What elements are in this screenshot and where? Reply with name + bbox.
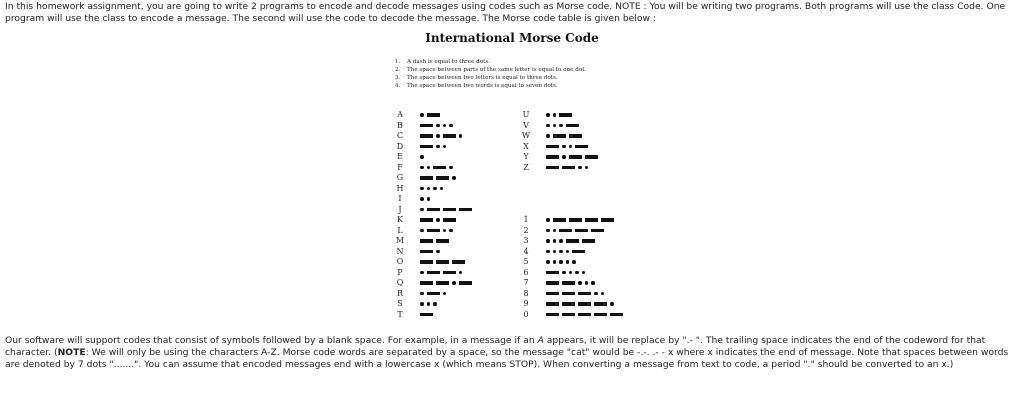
morse-symbols bbox=[420, 238, 449, 244]
morse-dot bbox=[449, 229, 453, 233]
rule-text: The space between parts of the same letter is equal to one dot. bbox=[407, 67, 587, 73]
morse-dash bbox=[569, 155, 582, 159]
morse-dash bbox=[443, 208, 456, 212]
morse-character: 0 bbox=[523, 309, 529, 319]
morse-symbols bbox=[420, 196, 430, 202]
morse-dot bbox=[443, 145, 447, 149]
morse-dot bbox=[553, 239, 557, 243]
morse-symbols bbox=[420, 186, 443, 192]
morse-character: U bbox=[522, 110, 530, 119]
morse-dash bbox=[546, 271, 559, 275]
morse-dash bbox=[433, 166, 446, 170]
morse-dash bbox=[443, 271, 456, 275]
rule-item bbox=[395, 74, 586, 82]
morse-character: R bbox=[396, 288, 404, 298]
morse-dash bbox=[562, 302, 575, 306]
outro-text-1: Our software will support codes that consist of symbols followed by a blank space. For example, in a message if an bbox=[5, 335, 538, 346]
morse-dot bbox=[452, 176, 456, 180]
morse-dash bbox=[459, 281, 472, 285]
morse-dash bbox=[420, 124, 433, 128]
morse-character: X bbox=[523, 141, 529, 151]
morse-symbols bbox=[420, 217, 456, 223]
morse-dot bbox=[443, 292, 447, 296]
morse-character: 4 bbox=[523, 246, 529, 256]
morse-character: 9 bbox=[523, 299, 529, 308]
morse-dot bbox=[610, 302, 614, 306]
morse-dash bbox=[546, 145, 559, 149]
morse-symbols bbox=[546, 112, 572, 118]
morse-dot bbox=[546, 124, 550, 128]
morse-symbols bbox=[546, 123, 579, 129]
morse-symbols bbox=[546, 259, 576, 265]
morse-dot bbox=[546, 218, 550, 222]
morse-dash bbox=[420, 313, 433, 317]
morse-dot bbox=[601, 292, 605, 296]
morse-character: 1 bbox=[523, 215, 529, 224]
morse-dot bbox=[553, 124, 557, 128]
outro-paragraph bbox=[5, 335, 1017, 370]
morse-symbols bbox=[420, 144, 446, 150]
morse-symbols bbox=[546, 280, 595, 286]
morse-character: G bbox=[396, 173, 404, 182]
morse-dot bbox=[594, 292, 598, 296]
morse-dot bbox=[585, 281, 589, 285]
morse-dot bbox=[443, 124, 447, 128]
morse-dash bbox=[601, 218, 614, 222]
rule-text: A dash is equal to three dots. bbox=[407, 59, 490, 65]
morse-dot bbox=[420, 302, 424, 306]
morse-dash bbox=[443, 134, 456, 138]
outro-text-2: appears, it will be replace by ".- ". The trailing space indicates the end of the codeword for that character. ( bbox=[5, 335, 986, 358]
morse-dash bbox=[566, 239, 579, 243]
morse-dot bbox=[575, 271, 579, 275]
morse-character: J bbox=[398, 204, 402, 214]
morse-character: W bbox=[521, 131, 531, 140]
morse-dot bbox=[427, 197, 431, 201]
note-label: NOTE bbox=[57, 346, 86, 358]
morse-dot bbox=[569, 145, 573, 149]
morse-dot bbox=[420, 166, 424, 170]
morse-dash bbox=[420, 250, 433, 254]
morse-character: 8 bbox=[523, 288, 529, 298]
morse-dot bbox=[436, 134, 440, 138]
morse-dash bbox=[420, 145, 433, 149]
morse-character: 5 bbox=[523, 257, 529, 266]
morse-symbols bbox=[420, 133, 462, 139]
morse-character: F bbox=[397, 162, 403, 172]
morse-dash bbox=[443, 218, 456, 222]
morse-symbols bbox=[546, 249, 585, 255]
morse-symbols bbox=[546, 291, 604, 297]
morse-character: S bbox=[397, 299, 403, 308]
rule-text: The space between two letters is equal to three dots. bbox=[407, 75, 558, 81]
rule-item bbox=[395, 66, 586, 74]
morse-dot bbox=[420, 197, 424, 201]
morse-dash bbox=[452, 260, 465, 264]
morse-dot bbox=[553, 260, 557, 264]
morse-dash bbox=[459, 208, 472, 212]
rule-item bbox=[395, 58, 586, 66]
morse-dot bbox=[440, 187, 444, 191]
morse-dot bbox=[420, 208, 424, 212]
morse-symbols bbox=[420, 207, 472, 213]
morse-symbols bbox=[420, 154, 424, 160]
morse-dash bbox=[546, 166, 559, 170]
morse-symbols bbox=[420, 249, 440, 255]
morse-dot bbox=[546, 250, 550, 254]
morse-symbols bbox=[420, 123, 453, 129]
morse-dash bbox=[420, 260, 433, 264]
morse-symbols bbox=[546, 217, 614, 223]
morse-dot bbox=[559, 250, 563, 254]
morse-dot bbox=[562, 271, 566, 275]
morse-dot bbox=[420, 187, 424, 191]
morse-dash bbox=[610, 313, 623, 317]
morse-dash bbox=[594, 302, 607, 306]
morse-dot bbox=[566, 260, 570, 264]
morse-dash bbox=[436, 260, 449, 264]
morse-character: B bbox=[397, 120, 403, 130]
morse-dot bbox=[420, 113, 424, 117]
rule-text: The space between two words is equal to seven dots. bbox=[407, 83, 558, 89]
morse-symbols bbox=[546, 228, 604, 234]
morse-dash bbox=[553, 134, 566, 138]
morse-symbols bbox=[420, 259, 465, 265]
morse-dash bbox=[427, 271, 440, 275]
morse-symbols bbox=[546, 133, 582, 139]
morse-character: 6 bbox=[523, 267, 529, 277]
morse-character: 7 bbox=[523, 278, 529, 287]
morse-dot bbox=[553, 229, 557, 233]
morse-dash bbox=[594, 313, 607, 317]
morse-dash bbox=[578, 302, 591, 306]
morse-dot bbox=[427, 302, 431, 306]
morse-symbols bbox=[420, 270, 462, 276]
morse-dot bbox=[420, 155, 424, 159]
morse-symbols bbox=[546, 312, 623, 318]
morse-dash bbox=[427, 229, 440, 233]
morse-dash bbox=[585, 218, 598, 222]
morse-character: V bbox=[523, 120, 529, 130]
morse-dash bbox=[562, 281, 575, 285]
morse-dot bbox=[433, 302, 437, 306]
morse-dash bbox=[546, 155, 559, 159]
morse-symbols bbox=[546, 238, 595, 244]
morse-dot bbox=[562, 155, 566, 159]
morse-symbols bbox=[546, 270, 585, 276]
morse-symbols bbox=[420, 175, 456, 181]
morse-dash bbox=[420, 239, 433, 243]
morse-dot bbox=[427, 187, 431, 191]
rule-number: 3. bbox=[395, 75, 401, 81]
morse-dash bbox=[569, 134, 582, 138]
morse-dash bbox=[427, 113, 440, 117]
morse-symbols bbox=[420, 280, 472, 286]
morse-dot bbox=[553, 113, 557, 117]
morse-dot bbox=[572, 260, 576, 264]
morse-rules-list bbox=[395, 58, 586, 90]
morse-dot bbox=[436, 124, 440, 128]
morse-dash bbox=[569, 218, 582, 222]
morse-symbols bbox=[420, 301, 437, 307]
morse-symbols bbox=[420, 291, 446, 297]
morse-dash bbox=[546, 313, 559, 317]
morse-dash bbox=[559, 229, 572, 233]
morse-dot bbox=[459, 271, 463, 275]
morse-dash bbox=[578, 313, 591, 317]
rule-number: 4. bbox=[395, 83, 401, 89]
morse-dot bbox=[436, 145, 440, 149]
morse-dash bbox=[575, 145, 588, 149]
morse-dash bbox=[591, 229, 604, 233]
intro-paragraph: In this homework assignment, you are going to write 2 programs to encode and decode messages using codes such as Morse code. NOTE : You will be writing two programs. Both programs will use the class Code. One program will use the class to encode a message. The second will use the code to decode the message. The Morse code table is given below : bbox=[5, 1, 1006, 24]
morse-character: M bbox=[395, 236, 405, 245]
morse-dot bbox=[578, 281, 582, 285]
morse-dot bbox=[559, 124, 563, 128]
rule-number: 1. bbox=[395, 59, 401, 65]
morse-dot bbox=[436, 250, 440, 254]
morse-character: O bbox=[396, 257, 404, 266]
morse-dot bbox=[436, 218, 440, 222]
morse-symbols bbox=[420, 112, 440, 118]
morse-dot bbox=[443, 229, 447, 233]
morse-character: T bbox=[397, 309, 403, 319]
morse-dot bbox=[546, 260, 550, 264]
morse-dash bbox=[546, 302, 559, 306]
morse-dot bbox=[562, 145, 566, 149]
morse-character: A bbox=[397, 110, 403, 119]
rule-number: 2. bbox=[395, 67, 401, 73]
morse-symbols bbox=[546, 144, 588, 150]
morse-dash bbox=[562, 313, 575, 317]
morse-symbols bbox=[546, 154, 598, 160]
morse-dot bbox=[449, 124, 453, 128]
morse-dash bbox=[436, 281, 449, 285]
morse-character: K bbox=[397, 215, 403, 224]
morse-dash bbox=[572, 250, 585, 254]
morse-character: N bbox=[396, 246, 404, 256]
example-letter: A bbox=[537, 335, 544, 346]
morse-symbols bbox=[420, 165, 453, 171]
morse-symbols bbox=[546, 301, 614, 307]
morse-character: H bbox=[396, 183, 404, 193]
morse-dash bbox=[578, 292, 591, 296]
morse-dash bbox=[575, 229, 588, 233]
morse-dot bbox=[585, 166, 589, 170]
morse-dot bbox=[553, 250, 557, 254]
morse-dash bbox=[553, 218, 566, 222]
morse-dot bbox=[449, 166, 453, 170]
morse-character: Q bbox=[396, 278, 404, 287]
morse-character: Z bbox=[523, 162, 529, 172]
morse-dot bbox=[427, 166, 431, 170]
table-title: International Morse Code bbox=[425, 31, 599, 45]
morse-character: 2 bbox=[523, 225, 529, 235]
morse-dash bbox=[562, 166, 575, 170]
morse-character: I bbox=[398, 194, 402, 203]
morse-dot bbox=[433, 187, 437, 191]
morse-dash bbox=[420, 134, 433, 138]
morse-dash bbox=[562, 292, 575, 296]
morse-dash bbox=[582, 239, 595, 243]
morse-dot bbox=[559, 260, 563, 264]
morse-dash bbox=[420, 176, 433, 180]
morse-dot bbox=[420, 271, 424, 275]
morse-dot bbox=[420, 229, 424, 233]
morse-dash bbox=[427, 292, 440, 296]
rule-item bbox=[395, 82, 586, 90]
morse-dash bbox=[420, 218, 433, 222]
morse-dot bbox=[566, 250, 570, 254]
morse-dash bbox=[566, 124, 579, 128]
morse-dot bbox=[420, 292, 424, 296]
morse-symbols bbox=[546, 165, 588, 171]
morse-dot bbox=[559, 239, 563, 243]
morse-dot bbox=[546, 134, 550, 138]
morse-character: D bbox=[396, 141, 404, 151]
morse-character: C bbox=[396, 131, 404, 140]
morse-dot bbox=[546, 239, 550, 243]
morse-character: 3 bbox=[523, 236, 529, 245]
morse-dot bbox=[582, 271, 586, 275]
outro-text-3: : We will only be using the characters A-Z. Morse code words are separated by a space, so the message "cat" would be -.-. .- - x where x indicates the end of message. Note that spaces between words are denoted by 7 dots ".......". You can assume that encoded messages end with a lowercase x (which means STOP). When converting a message from text to code, a period "." should be converted to an x.) bbox=[5, 346, 1009, 370]
morse-character: L bbox=[397, 225, 403, 235]
morse-dash bbox=[585, 155, 598, 159]
morse-dash bbox=[436, 176, 449, 180]
morse-dot bbox=[569, 271, 573, 275]
morse-dash bbox=[420, 281, 433, 285]
morse-dot bbox=[546, 113, 550, 117]
morse-character: Y bbox=[523, 152, 529, 161]
morse-dash bbox=[546, 281, 559, 285]
morse-character: E bbox=[397, 152, 403, 161]
morse-dot bbox=[452, 281, 456, 285]
morse-symbols bbox=[420, 312, 433, 318]
morse-dash bbox=[546, 292, 559, 296]
morse-dot bbox=[546, 229, 550, 233]
morse-dash bbox=[427, 208, 440, 212]
morse-dot bbox=[591, 281, 595, 285]
morse-dot bbox=[459, 134, 463, 138]
morse-dot bbox=[578, 166, 582, 170]
morse-dash bbox=[559, 113, 572, 117]
morse-symbols bbox=[420, 228, 453, 234]
morse-character: P bbox=[397, 267, 403, 277]
morse-dash bbox=[436, 239, 449, 243]
